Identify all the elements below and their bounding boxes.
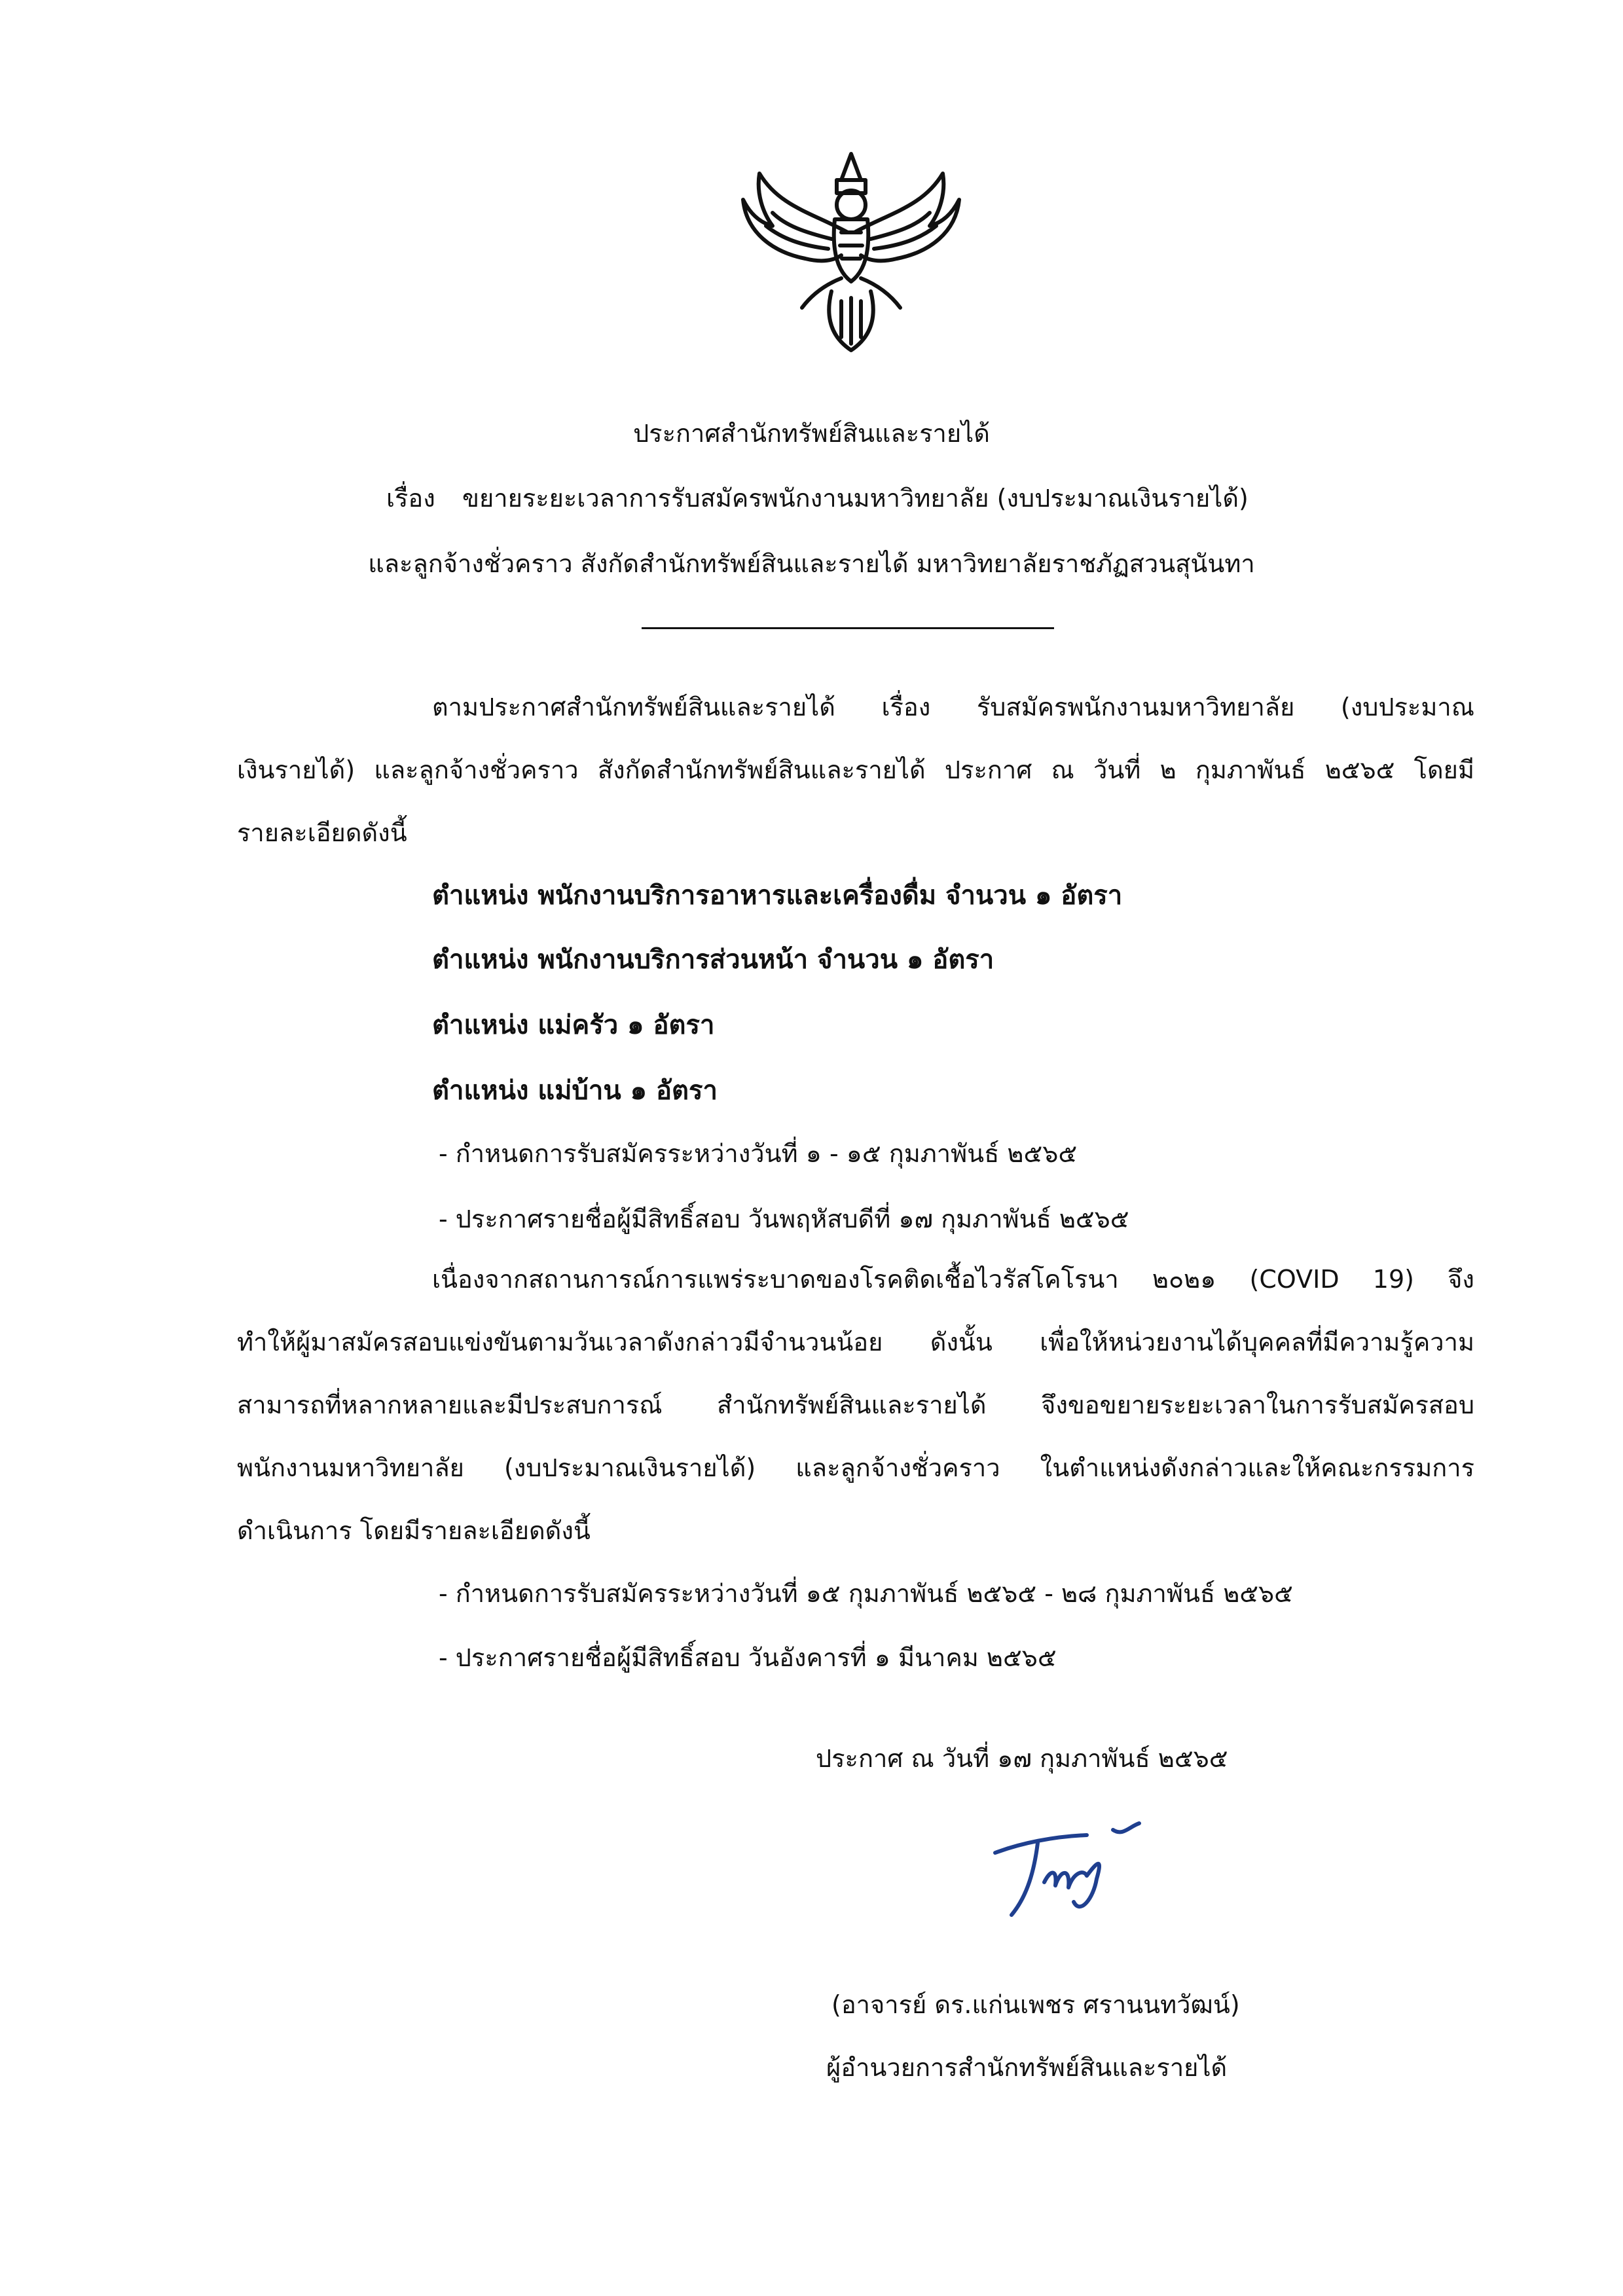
para2-line-2: ทำให้ผู้มาสมัครสอบแข่งขันตามวันเวลาดังกล่าวมีจำนวนน้อย ดังนั้น เพื่อให้หน่วยงานได้บุคคลที่มีความรู้ความ	[237, 1328, 1474, 1357]
para1-line-2: เงินรายได้) และลูกจ้างชั่วคราว สังกัดสำนักทรัพย์สินและรายได้ ประกาศ ณ วันที่ ๒ กุมภาพันธ์ ๒๕๖๕ โดยมี	[237, 756, 1474, 784]
position-item: ตำแหน่ง แม่ครัว ๑ อัตรา	[432, 1010, 715, 1040]
subject-line-1: ขยายระยะเวลาการรับสมัครพนักงานมหาวิทยาลัย (งบประมาณเงินรายได้)	[462, 484, 1249, 513]
signatory-title: ผู้อำนวยการสำนักทรัพย์สินและรายได้	[826, 2053, 1228, 2082]
para2-line-3: สามารถที่หลากหลายและมีประสบการณ์ สำนักทรัพย์สินและรายได้ จึงขอขยายระยะเวลาในการรับสมัครสอบ	[237, 1391, 1474, 1419]
header-divider	[642, 627, 1054, 629]
announcement-title: ประกาศสำนักทรัพย์สินและรายได้	[633, 419, 990, 448]
para1-line-1: ตามประกาศสำนักทรัพย์สินและรายได้ เรื่อง รับสมัครพนักงานมหาวิทยาลัย (งบประมาณ	[432, 693, 1474, 721]
garuda-emblem-icon	[733, 134, 969, 357]
para2-line-5: ดำเนินการ โดยมีรายละเอียดดังนี้	[237, 1516, 591, 1545]
schedule1-item: - ประกาศรายชื่อผู้มีสิทธิ์สอบ วันพฤหัสบดีที่ ๑๗ กุมภาพันธ์ ๒๕๖๕	[439, 1205, 1129, 1233]
handwritten-signature-icon	[982, 1817, 1152, 1928]
subject-label: เรื่อง	[386, 484, 435, 513]
schedule2-item: - กำหนดการรับสมัครระหว่างวันที่ ๑๕ กุมภาพันธ์ ๒๕๖๕ - ๒๘ กุมภาพันธ์ ๒๕๖๕	[439, 1579, 1293, 1608]
position-item: ตำแหน่ง พนักงานบริการส่วนหน้า จำนวน ๑ อัตรา	[432, 945, 994, 975]
para1-line-3: รายละเอียดดังนี้	[237, 818, 407, 847]
para2-line-1: เนื่องจากสถานการณ์การแพร่ระบาดของโรคติดเชื้อไวรัสโคโรนา ๒๐๒๑ (COVID 19) จึง	[432, 1265, 1474, 1294]
position-item: ตำแหน่ง พนักงานบริการอาหารและเครื่องดื่ม จำนวน ๑ อัตรา	[432, 881, 1123, 911]
position-item: ตำแหน่ง แม่บ้าน ๑ อัตรา	[432, 1076, 718, 1106]
signatory-name: (อาจารย์ ดร.แก่นเพชร ศรานนทวัฒน์)	[831, 1990, 1240, 2019]
schedule1-item: - กำหนดการรับสมัครระหว่างวันที่ ๑ - ๑๕ กุมภาพันธ์ ๒๕๖๕	[439, 1139, 1078, 1168]
para2-line-4: พนักงานมหาวิทยาลัย (งบประมาณเงินรายได้) และลูกจ้างชั่วคราว ในตำแหน่งดังกล่าวและให้คณะกรรมการ	[237, 1453, 1474, 1482]
schedule2-item: - ประกาศรายชื่อผู้มีสิทธิ์สอบ วันอังคารที่ ๑ มีนาคม ๒๕๖๕	[439, 1643, 1057, 1672]
announced-date: ประกาศ ณ วันที่ ๑๗ กุมภาพันธ์ ๒๕๖๕	[816, 1744, 1228, 1773]
subject-line-2: และลูกจ้างชั่วคราว สังกัดสำนักทรัพย์สินและรายได้ มหาวิทยาลัยราชภัฏสวนสุนันทา	[368, 549, 1255, 578]
